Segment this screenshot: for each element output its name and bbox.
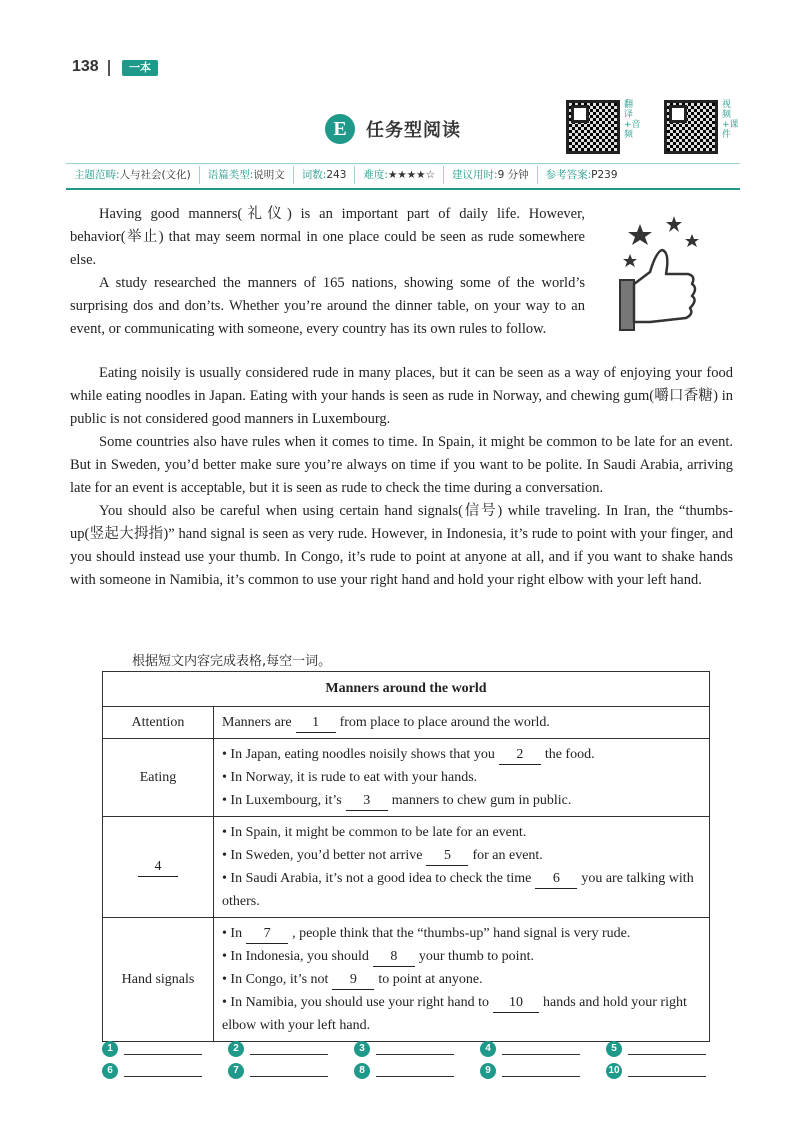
blank-6[interactable]: 6 <box>535 870 577 889</box>
table-row-time <box>103 817 710 918</box>
answer-slot-4[interactable]: 4 <box>480 1041 580 1057</box>
row-label-blank-4 <box>103 817 214 918</box>
qr-code-video[interactable] <box>664 100 718 154</box>
meta-info <box>66 166 740 184</box>
section-title: 任务型阅读 <box>366 120 461 141</box>
qr-label-translation: 翻译+音频 <box>624 100 641 140</box>
qr-label-video: 视频+课件 <box>722 100 739 140</box>
blank-1[interactable]: 1 <box>296 714 336 733</box>
table-row-eating <box>103 739 710 817</box>
time-content: • In Spain, it might be common to be late for an event. • In Sweden, you’d better not arrive 5 for an event. • In Saudi Arabia, it’s not a good idea to check the time 6 you are talking with others. <box>214 817 710 918</box>
paragraph-2: A study researched the manners of 165 nations, showing some of the world’s surprising dos and don’ts. Whether you’re around the dinner table, on your way to an event, or communicating with someone, every country has its own rules to follow. <box>70 275 585 337</box>
meta-words: 词数:243 <box>294 166 356 184</box>
meta-genre: 语篇类型:说明文 <box>200 166 294 184</box>
passage-bottom <box>70 362 733 592</box>
meta-topic: 主题范畴:人与社会(文化) <box>66 166 200 184</box>
meta-difficulty: 难度:★★★★☆ <box>355 166 444 184</box>
qr-code-translation[interactable] <box>566 100 620 154</box>
row-label-eating: Eating <box>103 739 214 817</box>
section-badge: E <box>325 114 355 144</box>
meta-answer: 参考答案:P239 <box>545 169 618 181</box>
answer-slot-3[interactable]: 3 <box>354 1041 454 1057</box>
blank-10[interactable]: 10 <box>493 994 539 1013</box>
paragraph-5: You should also be careful when using certain hand signals(信号) while traveling. In Iran, the “thumbs-up(竖起大拇指)” hand signal is seen as very rude. However, in Indonesia, it’s rude to point with your finger, and you should instead use your thumb. In Congo, it’s rude to point at anyone at all, and if you want to shake hands with someone in Namibia, it’s common to use your right hand and hold your right elbow with your left hand. <box>70 503 733 588</box>
table-row-attention <box>103 707 710 739</box>
blank-8[interactable]: 8 <box>373 948 415 967</box>
meta-time: 建议用时:9 分钟 <box>444 166 538 184</box>
page-number: 138 <box>72 58 99 75</box>
table-title: Manners around the world <box>103 672 710 707</box>
thumbs-up-stars-icon <box>612 212 712 342</box>
answer-slot-10[interactable]: 10 <box>606 1063 706 1079</box>
row-label-attention: Attention <box>103 707 214 739</box>
blank-7[interactable]: 7 <box>246 925 288 944</box>
attention-content: Manners are 1 from place to place around the world. <box>214 707 710 739</box>
eating-content: • In Japan, eating noodles noisily shows that you 2 the food. • In Norway, it is rude to eat with your hands. • In Luxembourg, it’s 3 manners to chew gum in public. <box>214 739 710 817</box>
answer-slot-9[interactable]: 9 <box>480 1063 580 1079</box>
paragraph-4: Some countries also have rules when it comes to time. In Spain, it might be common to be late for an event. But in Sweden, you’d better make sure you’re always on time if you want to be polite. In Saudi Arabia, arriving late for an event is acceptable, but it is seen as rude to check the time during a conversation. <box>70 434 733 496</box>
blank-9[interactable]: 9 <box>332 971 374 990</box>
brand-logo: 一本 <box>122 60 158 76</box>
answer-slot-6[interactable]: 6 <box>102 1063 202 1079</box>
answer-slot-1[interactable]: 1 <box>102 1041 202 1057</box>
paragraph-3: Eating noisily is usually considered rude in many places, but it can be seen as a way of enjoying your food while eating noodles in Japan. Eating with your hands is seen as rude in Norway, and chewing gum(嚼口香糖) in public is not considered good manners in Luxembourg. <box>70 365 733 427</box>
manners-table <box>102 671 710 1042</box>
answer-slot-8[interactable]: 8 <box>354 1063 454 1079</box>
blank-3[interactable]: 3 <box>346 792 388 811</box>
task-instruction: 根据短文内容完成表格,每空一词。 <box>132 654 332 669</box>
passage-top <box>70 203 585 341</box>
blank-2[interactable]: 2 <box>499 746 541 765</box>
row-label-signals: Hand signals <box>103 918 214 1042</box>
answer-slot-5[interactable]: 5 <box>606 1041 706 1057</box>
answer-slot-2[interactable]: 2 <box>228 1041 328 1057</box>
blank-4[interactable]: 4 <box>138 858 178 877</box>
page-divider <box>108 60 110 76</box>
answer-slot-7[interactable]: 7 <box>228 1063 328 1079</box>
paragraph-1: Having good manners(礼仪) is an important part of daily life. However, behavior(举止) that may seem normal in one place could be seen as rude somewhere else. <box>70 206 585 268</box>
table-row-signals <box>103 918 710 1042</box>
blank-5[interactable]: 5 <box>426 847 468 866</box>
table-header-row <box>103 672 710 707</box>
signals-content: • In 7 , people think that the “thumbs-up” hand signal is very rude. • In Indonesia, you should 8 your thumb to point. • In Congo, it’s not 9 to point at anyone. • In Namibia, you should use your right hand to 10 hands and hold your right elbow with your left hand. <box>214 918 710 1042</box>
